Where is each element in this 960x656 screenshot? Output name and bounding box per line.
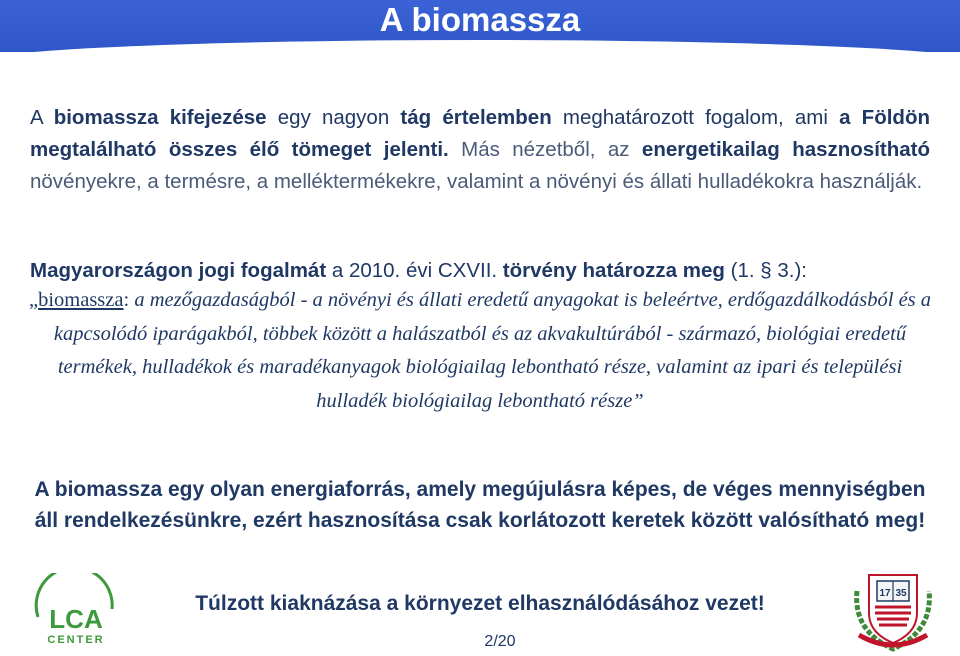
quote-open-mark: „ [28,289,39,311]
quote-colon: : [123,289,130,311]
bold-run: energetikailag hasznosítható [641,138,931,161]
bold-run: Magyarországon jogi fogalmát [30,259,327,282]
logo-text-lca: LCA [49,604,103,634]
crest-year-right: 35 [895,588,907,599]
text-run: meghatározott fogalom, ami [551,106,840,129]
text-run: Más nézetből, az [448,138,642,161]
bold-run: tág értelemben [400,106,552,129]
law-paragraph [30,256,930,286]
slide-title: A biomassza [379,1,581,38]
university-crest-logo [851,571,935,653]
bold-run: a Földön megtalálható összes élő tömeget jelenti. [30,106,930,161]
text-run: növényekre, a termésre, a melléktermékekre, valamint a növényi és állati hulladékokra használják. [30,170,923,193]
warning-paragraph: Túlzott kiaknázása a környezet elhasználódásához vezet! [195,592,765,615]
bold-run: biomassza kifejezése [53,106,267,129]
text-run: a 2010. évi CXVII. [326,259,503,282]
bold-run: törvény határozza meg [502,259,725,282]
emphasis-paragraph: A biomassza egy olyan energiaforrás, amely megújulásra képes, de véges mennyiségben áll rendelkezésünkre, ezért hasznosítása csak korlátozott keretek között valósítható meg! [34,478,926,532]
slide-header [0,0,960,52]
text-run: A [30,106,54,129]
lca-center-logo [28,573,124,649]
text-run: egy nagyon [266,106,401,129]
quote-term: biomassza [38,289,124,311]
quote-text: a mezőgazdaságból - a növényi és állati eredetű anyagokat is beleértve, erdőgazdálkodásból és a kapcsolódó iparágakból, többek között a halászatból és az akvakultúrából - származó, biológiai eredetű termékek, hulladékok és maradékanyagok biológiailag lebontható része, valamint az ipari és települési hulladék biológiailag lebontható része” [53,289,932,412]
quote-lead [29,289,129,311]
text-run: (1. § 3.): [724,259,807,282]
law-quote [26,284,934,418]
page-number: 2/20 [484,633,516,650]
logo-text-center: CENTER [47,634,105,646]
intro-paragraph [30,102,930,198]
crest-year-left: 17 [879,588,891,599]
